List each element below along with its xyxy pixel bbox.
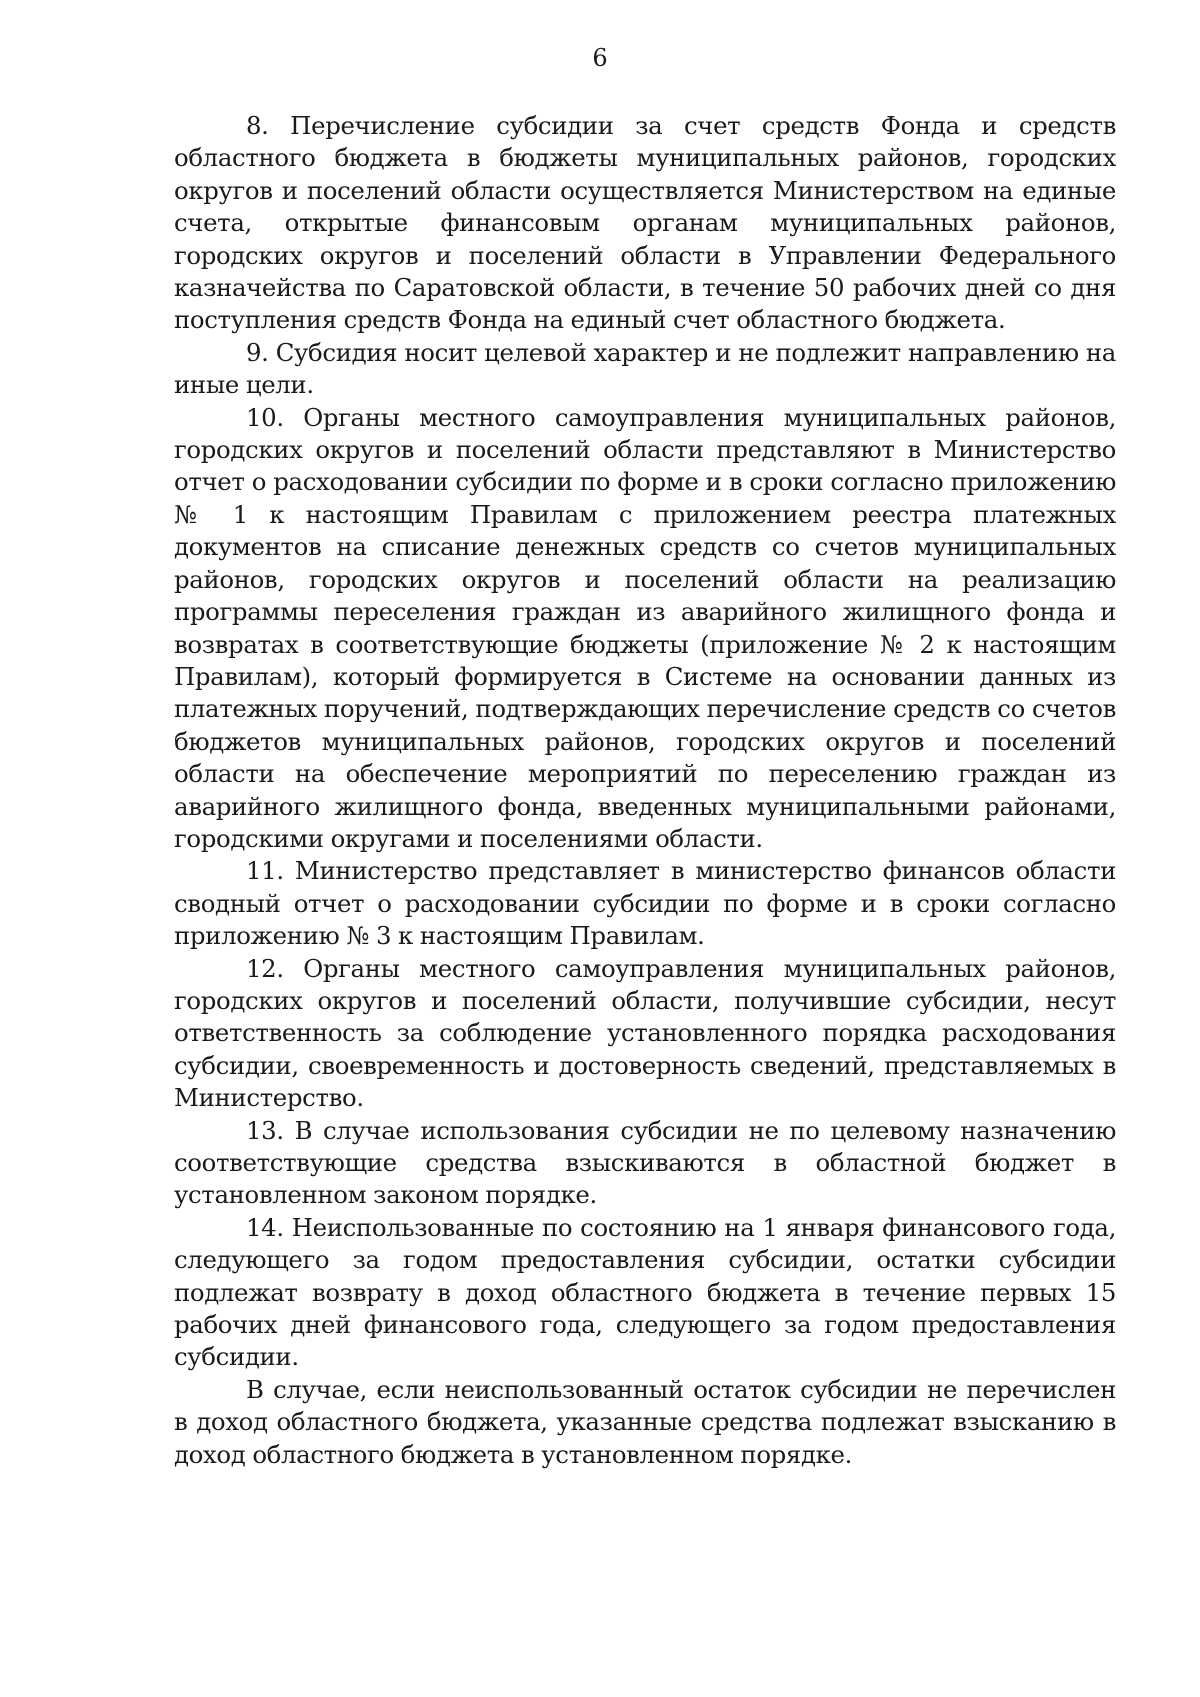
paragraph-9: 9. Субсидия носит целевой характер и не подлежит направлению на иные цели. — [174, 337, 1116, 400]
paragraph-11: 11. Министерство представляет в министерство финансов области сводный отчет о расходовании субсидии по форме и в сроки согласно приложению № 3 к настоящим Правилам. — [174, 856, 1116, 951]
paragraph-8: 8. Перечисление субсидии за счет средств Фонда и средств областного бюджета в бюджеты муниципальных районов, городских округов и поселений области осуществляется Министерством на единые счета, открытые финансовым органам муниципальных районов, городских округов и поселений области в Управлении Федерального казначейства по Саратовской области, в течение 50 рабочих дней со дня поступления средств Фонда на единый счет областного бюджета. — [174, 111, 1116, 335]
document-body — [174, 110, 1116, 1471]
paragraph-13: 13. В случае использования субсидии не по целевому назначению соответствующие средства взыскиваются в областной бюджет в установленном законом порядке. — [174, 1115, 1116, 1210]
paragraph-10: 10. Органы местного самоуправления муниципальных районов, городских округов и поселений области представляют в Министерство отчет о расходовании субсидии по форме и в сроки согласно приложению № 1 к настоящим Правилам с приложением реестра платежных документов на списание денежных средств со счетов муниципальных районов, городских округов и поселений области на реализацию программы переселения граждан из аварийного жилищного фонда и возвратах в соответствующие бюджеты (приложение № 2 к настоящим Правилам), который формируется в Системе на основании данных из платежных поручений, подтверждающих перечисление средств со счетов бюджетов муниципальных районов, городских округов и поселений области на обеспечение мероприятий по переселению граждан из аварийного жилищного фонда, введенных муниципальными районами, городскими округами и поселениями области. — [174, 402, 1116, 853]
page-number: 6 — [592, 44, 608, 72]
paragraph-14: 14. Неиспользованные по состоянию на 1 января финансового года, следующего за годом предоставления субсидии, остатки субсидии подлежат возврату в доход областного бюджета в течение первых 15 рабочих дней финансового года, следующего за годом предоставления субсидии. — [174, 1212, 1116, 1372]
paragraph-12: 12. Органы местного самоуправления муниципальных районов, городских округов и поселений области, получившие субсидии, несут ответственность за соблюдение установленного порядка расходования субсидии, своевременность и достоверность сведений, представляемых в Министерство. — [174, 953, 1116, 1113]
paragraph-14-continuation: В случае, если неиспользованный остаток субсидии не перечислен в доход областного бюджета, указанные средства подлежат взысканию в доход областного бюджета в установленном порядке. — [174, 1374, 1116, 1469]
